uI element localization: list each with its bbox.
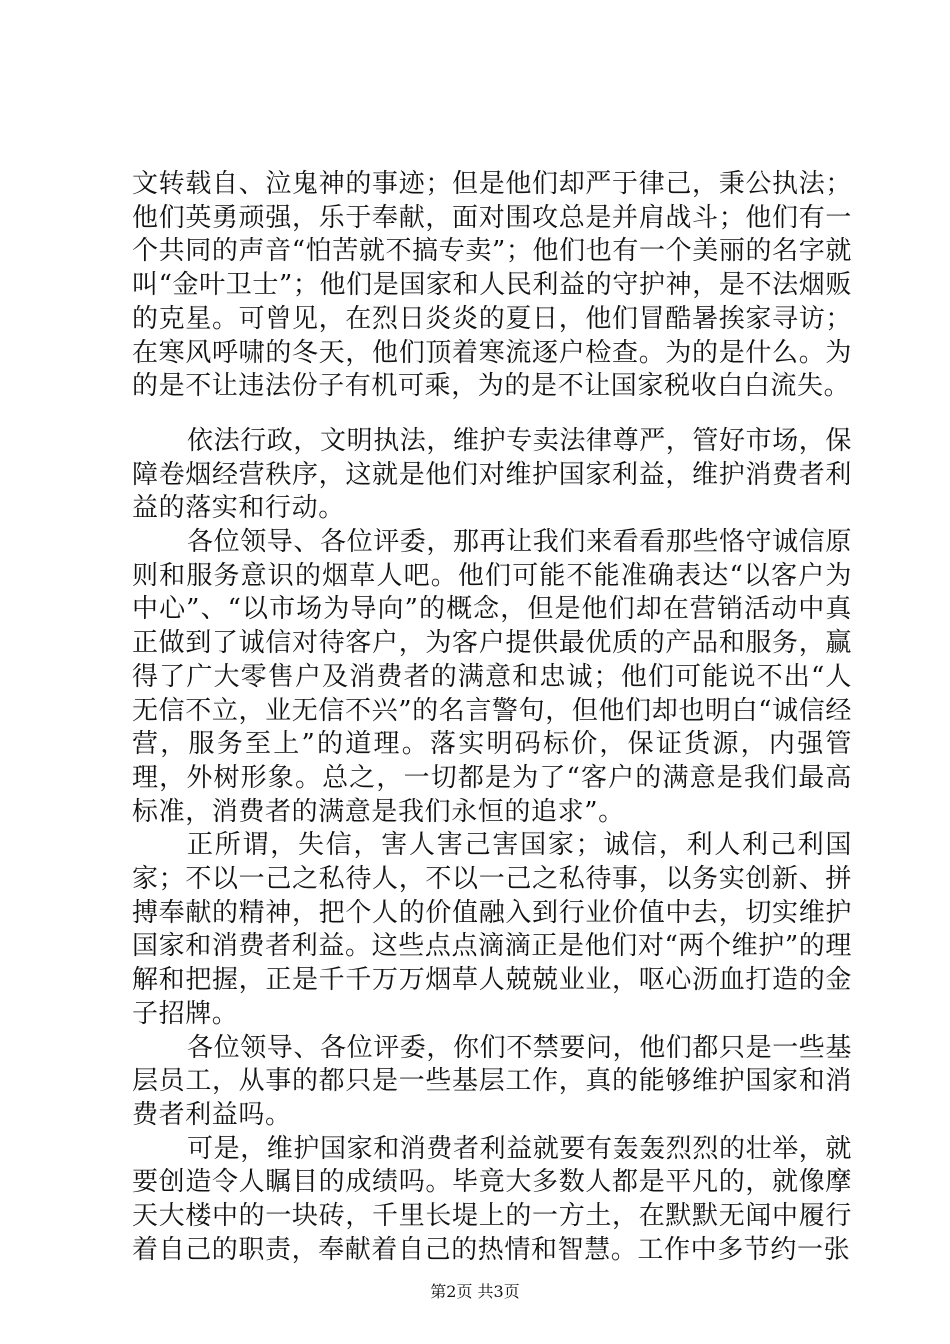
paragraph-3: 各位领导、各位评委，那再让我们来看看那些恪守诚信原则和服务意识的烟草人吧。他们可能不能准确表达“以客户为中心”、“以市场为导向”的概念，但是他们却在营销活动中真正做到了诚信对待客户，为客户提供最优质的产品和服务，赢得了广大零售户及消费者的满意和忠诚；他们可能说不出“人无信不立，业无信不兴”的名言警句，但他们却也明白“诚信经营，服务至上”的道理。落实明码标价，保证货源，内强管理，外树形象。总之，一切都是为了“客户的满意是我们最高标准，消费者的满意是我们永恒的追求”。	[132, 527, 853, 827]
paragraph-2: 依法行政，文明执法，维护专卖法律尊严，管好市场，保障卷烟经营秩序，这就是他们对维护国家利益，维护消费者利益的落实和行动。	[132, 425, 853, 524]
paragraph-4: 正所谓，失信，害人害己害国家；诚信，利人利己利国家；不以一己之私待人，不以一己之私待事，以务实创新、拼搏奉献的精神，把个人的价值融入到行业价值中去，切实维护国家和消费者利益。这些点点滴滴正是他们对“两个维护”的理解和把握，正是千千万万烟草人兢兢业业，呕心沥血打造的金子招牌。	[132, 830, 852, 1029]
paragraph-5: 各位领导、各位评委，你们不禁要问，他们都只是一些基层员工，从事的都只是一些基层工作，真的能够维护国家和消费者利益吗。	[132, 1032, 853, 1130]
paragraph-6: 可是，维护国家和消费者利益就要有轰轰烈烈的壮举，就要创造令人瞩目的成绩吗。毕竟大多数人都是平凡的，就像摩天大楼中的一块砖，千里长堤上的一方土，在默默无闻中履行着自己的职责，奉献着自己的热情和智慧。工作中多节约一张	[132, 1133, 853, 1265]
paragraph-1: 文转载自、泣鬼神的事迹；但是他们却严于律己，秉公执法；他们英勇顽强，乐于奉献，面对围攻总是并肩战斗；他们有一个共同的声音“怕苦就不搞专卖”；他们也有一个美丽的名字就叫“金叶卫士”；他们是国家和人民利益的守护神，是不法烟贩的克星。可曾见，在烈日炎炎的夏日，他们冒酷暑挨家寻访；在寒风呼啸的冬天，他们顶着寒流逐户检查。为的是什么。为的是不让违法份子有机可乘，为的是不让国家税收白白流失。	[132, 169, 852, 402]
document-body	[132, 168, 852, 1268]
page-number-footer: 第2页 共3页	[430, 1282, 520, 1301]
